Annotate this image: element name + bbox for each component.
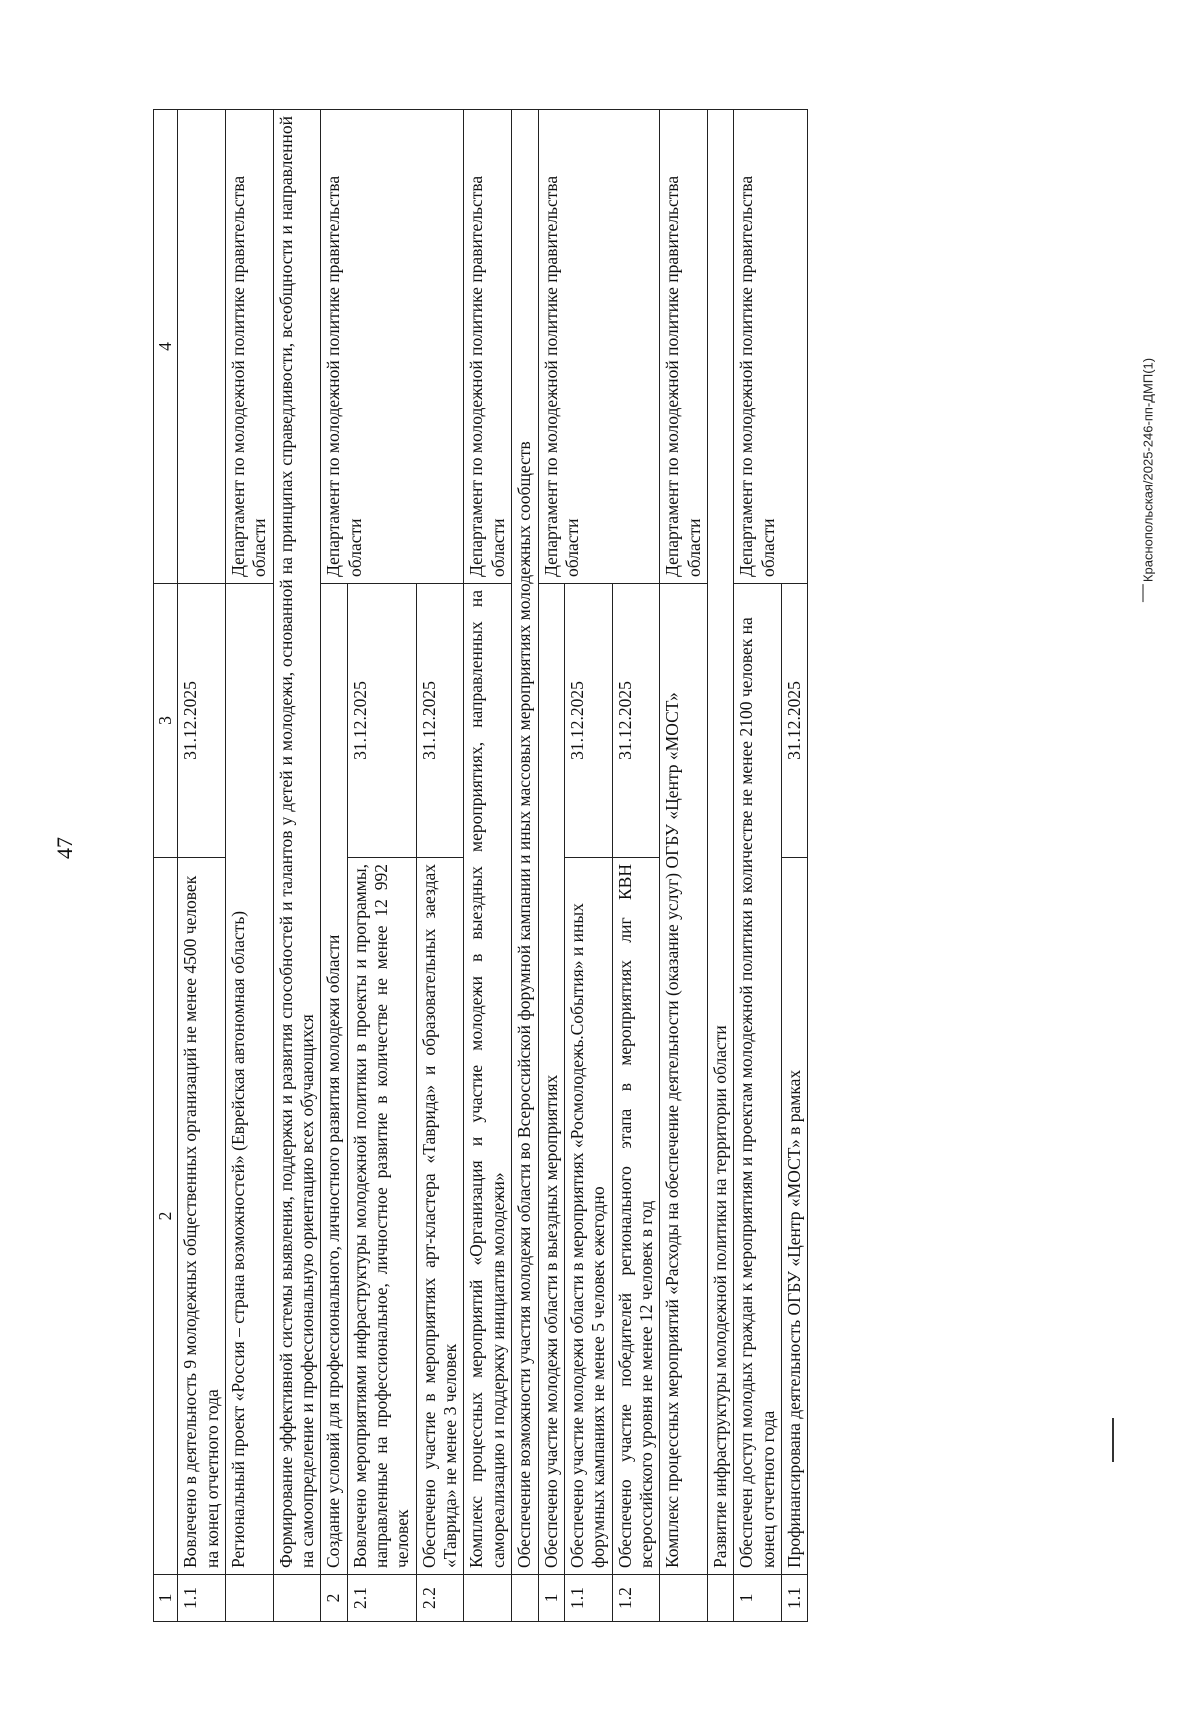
task-title: Формирование эффективной системы выявления, поддержки и развития способностей и талантов у детей и молодежи, основанной на принципах справедливости, всеобщности и направленной на самоопределение и профессиональную ориентацию всех обучающихся — [273, 110, 321, 1575]
row-text: Обеспечено участие молодежи области в выездных мероприятиях — [538, 584, 564, 1575]
row-number: 1.1 — [564, 1575, 612, 1622]
row-date: 31.12.2025 — [781, 584, 807, 858]
header-col-3: 3 — [154, 584, 178, 858]
table-row — [660, 110, 708, 1622]
row-text: Вовлечено мероприятиями инфраструктуры молодежной политики в проекты и программы, направленные на профессиональное, личностное развитие в количестве не менее 12 992 человек — [347, 858, 416, 1575]
row-text: Вовлечено в деятельность 9 молодежных общественных организаций не менее 4500 человек на конец отчетного года — [178, 858, 226, 1575]
margin-tick — [1112, 1418, 1114, 1462]
row-text: Профинансирована деятельность ОГБУ «Центр «МОСТ» в рамках — [781, 858, 807, 1575]
document-footer — [1141, 358, 1156, 602]
table-row — [273, 110, 321, 1622]
row-responsible: Департамент по молодежной политике правительства области — [321, 110, 464, 584]
row-date: 31.12.2025 — [416, 584, 464, 858]
rotated-table-container — [153, 110, 1053, 1622]
row-text: Обеспечено участие молодежи области в мероприятиях «Росмолодежь.События» и иных форумных кампаниях не менее 5 человек ежегодно — [564, 858, 612, 1575]
footer-overline — [1143, 584, 1144, 602]
row-responsible: Департамент по молодежной политике правительства области — [734, 110, 808, 584]
row-text: Обеспечен доступ молодых граждан к мероприятиям и проектам молодежной политики в количестве не менее 2100 человек на конец отчетного года — [734, 584, 782, 1575]
table-row — [538, 110, 564, 1622]
row-responsible: Департамент по молодежной политике правительства области — [660, 110, 708, 584]
row-responsible — [178, 110, 226, 584]
header-col-4: 4 — [154, 110, 178, 584]
row-number — [512, 1575, 538, 1622]
row-number: 1 — [538, 1575, 564, 1622]
row-number: 1 — [734, 1575, 782, 1622]
header-col-1: 1 — [154, 1575, 178, 1622]
row-date: 31.12.2025 — [612, 584, 660, 858]
row-number: 1.1 — [178, 1575, 226, 1622]
header-row — [154, 110, 178, 1622]
row-number: 2.1 — [347, 1575, 416, 1622]
row-responsible: Департамент по молодежной политике правительства области — [226, 110, 274, 584]
task-title: Обеспечение возможности участия молодежи области во Всероссийской форумной кампании и иных массовых мероприятиях молодежных сообществ — [512, 110, 538, 1575]
row-number: 2.2 — [416, 1575, 464, 1622]
table-row — [707, 110, 733, 1622]
row-text: Создание условий для профессионального, личностного развития молодежи области — [321, 584, 347, 1575]
complex-title: Комплекс процессных мероприятий «Организация и участие молодежи в выездных мероприятиях, направленных на самореализацию и поддержку инициатив молодежи» — [464, 584, 512, 1575]
row-date: 31.12.2025 — [564, 584, 612, 858]
complex-title: Комплекс процессных мероприятий «Расходы на обеспечение деятельности (оказание услуг) ОГБУ «Центр «МОСТ» — [660, 584, 708, 1575]
footer-text: Краснопольская/2025-246-пп-ДМП(1) — [1140, 357, 1156, 583]
row-text: Обеспечено участие в мероприятиях арт-кластера «Таврида» и образовательных заездах «Таврида» не менее 3 человек — [416, 858, 464, 1575]
row-number — [273, 1575, 321, 1622]
table-row — [734, 110, 782, 1622]
row-number — [464, 1575, 512, 1622]
project-title: Региональный проект «Россия – страна возможностей» (Еврейская автономная область) — [226, 584, 274, 1575]
page-number: 47 — [52, 837, 77, 859]
plan-table — [153, 109, 808, 1622]
table-row — [464, 110, 512, 1622]
row-responsible: Департамент по молодежной политике правительства области — [538, 110, 660, 584]
row-number — [660, 1575, 708, 1622]
task-title: Развитие инфраструктуры молодежной политики на территории области — [707, 110, 733, 1575]
row-responsible: Департамент по молодежной политике правительства области — [464, 110, 512, 584]
table-row — [178, 110, 226, 1622]
row-number: 1.1 — [781, 1575, 807, 1622]
row-text: Обеспечено участие победителей регионального этапа в мероприятиях лиг КВН всероссийского уровня не менее 12 человек в год — [612, 858, 660, 1575]
row-number — [226, 1575, 274, 1622]
row-date: 31.12.2025 — [178, 584, 226, 858]
row-number: 2 — [321, 1575, 347, 1622]
table-row — [512, 110, 538, 1622]
row-date: 31.12.2025 — [347, 584, 416, 858]
row-number — [707, 1575, 733, 1622]
table-row — [226, 110, 274, 1622]
table-row — [321, 110, 347, 1622]
row-number: 1.2 — [612, 1575, 660, 1622]
header-col-2: 2 — [154, 858, 178, 1575]
